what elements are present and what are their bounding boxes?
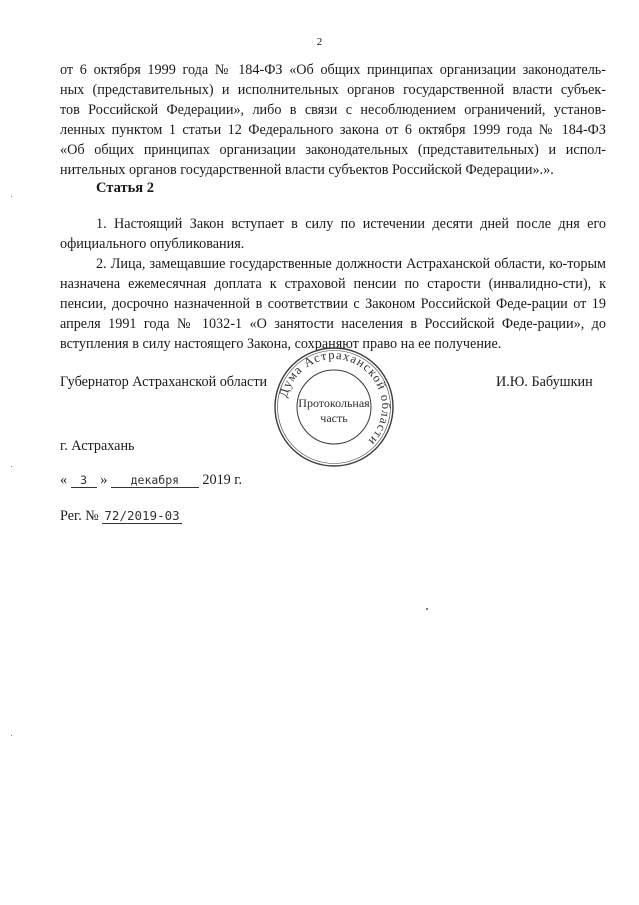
stamp-center-line2: часть: [320, 411, 348, 425]
signatory-title: Губернатор Астраханской области: [60, 374, 268, 390]
text-line: нительных органов государственной власти субъектов Российской Федерации».».: [60, 162, 554, 178]
text-line: ленных пунктом 1 статьи 12 Федерального закона от 6 октября 1999 года № 184-ФЗ: [60, 122, 606, 138]
text-line: «Об общих принципах организации законодательных (представительных) и испол-: [60, 142, 606, 158]
scan-speck: [11, 196, 12, 197]
scan-speck: [426, 608, 428, 610]
registration-label: Рег. №: [60, 508, 99, 524]
scan-speck: [11, 466, 12, 467]
date-month: декабря: [111, 473, 199, 488]
date-year: 2019 г.: [202, 472, 243, 488]
page-number: 2: [316, 36, 323, 48]
text-line: тов Российской Федерации», либо в связи с несоблюдением ограничений, установ-: [60, 102, 606, 118]
date-close-quote: »: [100, 472, 108, 488]
registration-number-line: [60, 508, 182, 525]
signatory-name: И.Ю. Бабушкин: [496, 374, 593, 390]
date-open-quote: «: [60, 472, 68, 488]
date-day: 3: [71, 473, 97, 488]
continuation-paragraph: [60, 60, 606, 180]
text-line: ных (представительных) и исполнительных органов государственной власти субъек-: [60, 82, 606, 98]
signing-date: [60, 472, 242, 489]
article-title: Статья 2: [96, 180, 154, 196]
stamp-ring-text: Дума Астраханской области: [276, 347, 394, 449]
official-stamp: [272, 345, 396, 469]
registration-number: 72/2019-03: [104, 508, 180, 523]
stamp-center-line1: Протокольная: [298, 396, 370, 410]
place-of-signing: г. Астрахань: [60, 438, 135, 454]
text-line: от 6 октября 1999 года № 184-ФЗ «Об общих принципах организации законодатель-: [60, 62, 606, 78]
article-paragraph-2: 2. Лица, замещавшие государственные должности Астраханской области, ко-торым назначена ежемесячная доплата к страховой пенсии по старости (инвалидно-сти), к пенсии, досрочно назначенной в соответствии с Законом Российской Феде-рации от 19 апреля 1991 года № 1032-1 «О занятости населения в Российской Феде-рации», до вступления в силу настоящего Закона, сохраняют право на ее получение.: [60, 256, 606, 352]
scan-speck: [11, 735, 12, 736]
article-paragraph-1: 1. Настоящий Закон вступает в силу по истечении десяти дней после дня его официального опубликования.: [60, 216, 606, 252]
